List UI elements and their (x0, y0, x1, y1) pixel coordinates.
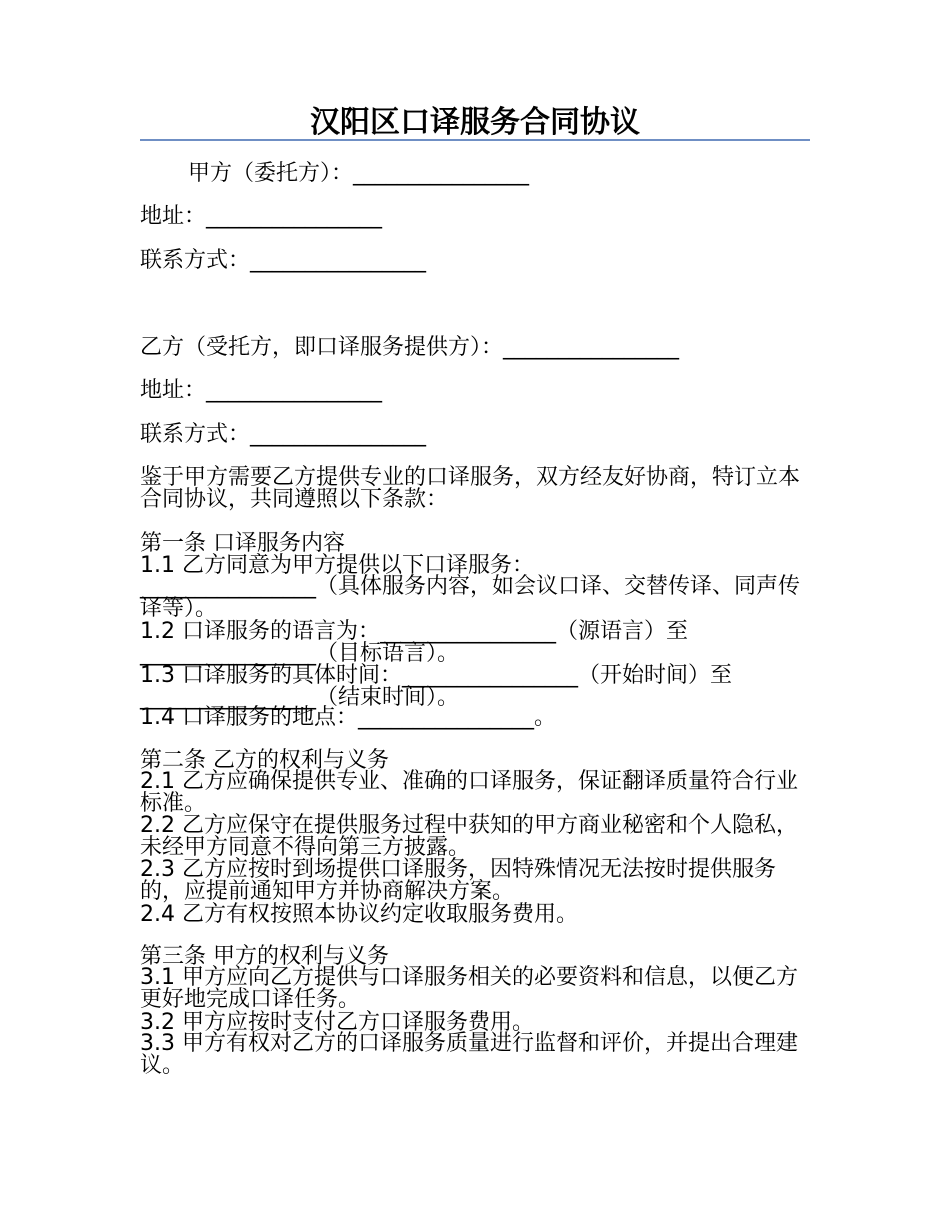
clause-1-2-cont: ________________（目标语言）。 (140, 641, 460, 666)
clause-3-1: 3.1 甲方应向乙方提供与口译服务相关的必要资料和信息，以便乙方更好地完成口译任务。 (140, 965, 798, 1012)
party-a-address: 地址：________________ (140, 204, 383, 229)
clause-1-1: 1.1 乙方同意为甲方提供以下口译服务： (140, 553, 534, 578)
clause-1-2: 1.2 口译服务的语言为：________________（源语言）至 (140, 619, 688, 644)
party-a-label: 甲方（委托方）：________________ (188, 161, 530, 186)
clause-1-3-cont: ________________（结束时间）。 (140, 685, 460, 710)
clause-2-4: 2.4 乙方有权按照本协议约定收取服务费用。 (140, 902, 578, 927)
clause-2-2: 2.2 乙方应保守在提供服务过程中获知的甲方商业秘密和个人隐私，未经甲方同意不得向第三方披露。 (140, 813, 798, 860)
section-heading: 第三条 甲方的权利与义务 (140, 944, 389, 969)
party-b-contact: 联系方式：________________ (140, 422, 427, 447)
clause-1-3: 1.3 口译服务的具体时间：________________（开始时间）至 (140, 663, 732, 688)
preamble: 鉴于甲方需要乙方提供专业的口译服务，双方经友好协商，特订立本合同协议，共同遵照以下条款： (140, 465, 801, 512)
clause-3-3: 3.3 甲方有权对乙方的口译服务质量进行监督和评价，并提出合理建议。 (140, 1031, 798, 1078)
clause-2-3: 2.3 乙方应按时到场提供口译服务，因特殊情况无法按时提供服务的，应提前通知甲方并协商解决方案。 (140, 857, 776, 904)
clause-2-1: 2.1 乙方应确保提供专业、准确的口译服务，保证翻译质量符合行业标准。 (140, 769, 798, 816)
party-a-contact: 联系方式：________________ (140, 248, 427, 273)
section-heading: 第一条 口译服务内容 (140, 531, 345, 556)
party-b-address: 地址：________________ (140, 378, 383, 403)
clause-1-1-detail: ________________（具体服务内容，如会议口译、交替传译、同声传译等）。 (140, 574, 801, 621)
title-underline (140, 139, 810, 141)
document-title: 汉阳区口译服务合同协议 (310, 105, 640, 140)
clause-1-4: 1.4 口译服务的地点：________________。 (140, 705, 556, 730)
section-heading: 第二条 乙方的权利与义务 (140, 748, 389, 773)
clause-3-2: 3.2 甲方应按时支付乙方口译服务费用。 (140, 1010, 534, 1035)
party-b-label: 乙方（受托方，即口译服务提供方）：________________ (140, 335, 680, 360)
